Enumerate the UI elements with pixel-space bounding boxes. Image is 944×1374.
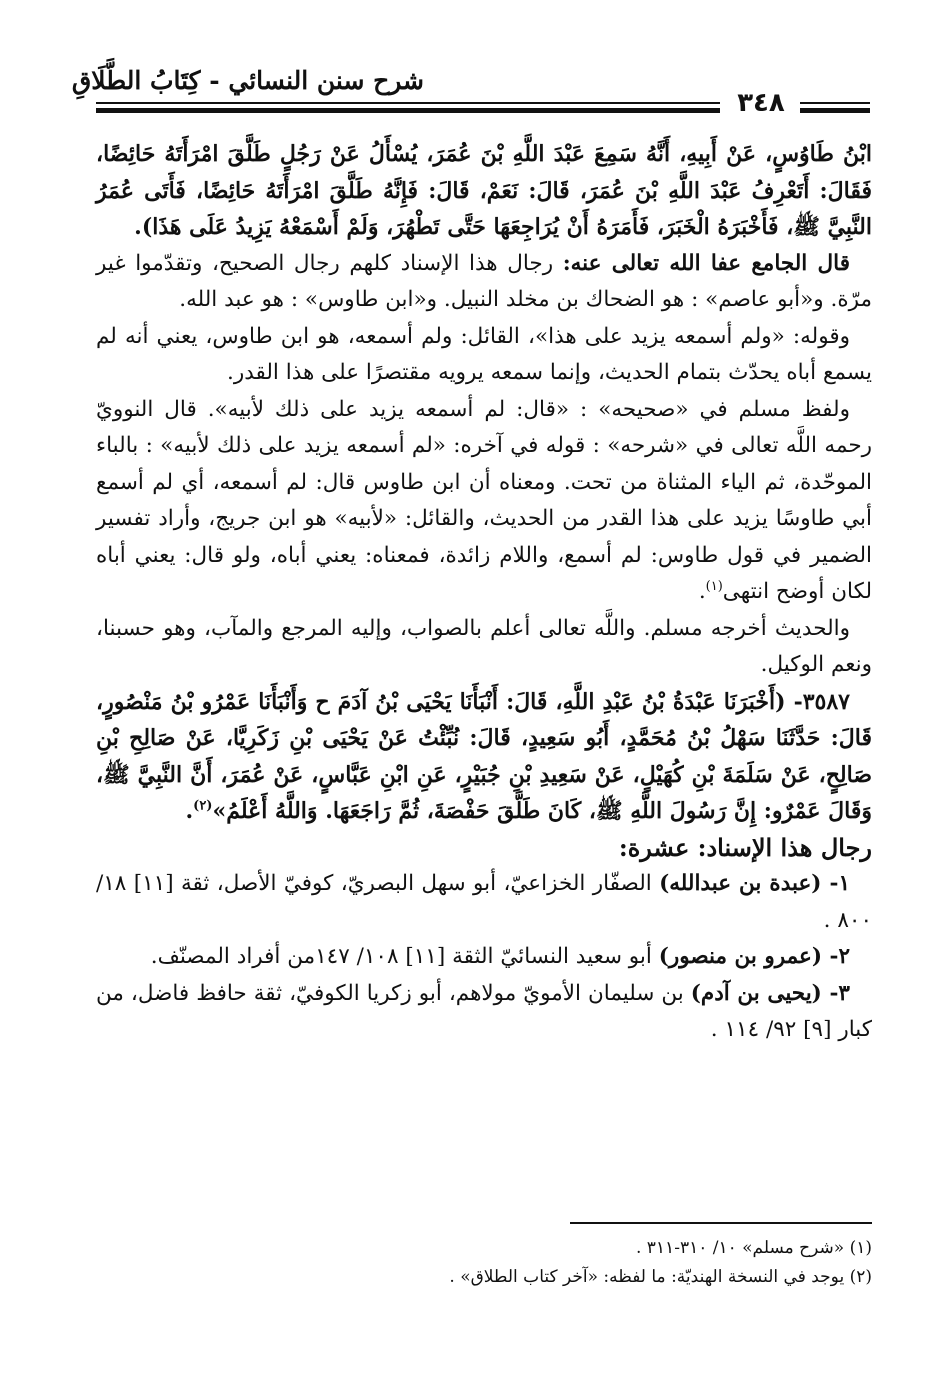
narrator-entry	[96, 866, 872, 939]
commentary-paragraph: وقوله: «ولم أسمعه يزيد على هذا»، القائل: ولم أسمعه، هو ابن طاوس، يعني أنه لم يسمع أباه يحدّث بتمام الحديث، وإنما سمعه يرويه مقتصرًا على هذا القدر.	[96, 323, 872, 385]
narrator-name: ١- (عبدة بن عبدالله)	[659, 871, 850, 896]
commentary-paragraph	[96, 392, 872, 611]
hadith-text-continuation: ابْنُ طَاوُسٍ، عَنْ أَبِيهِ، أَنَّهُ سَمِعَ عَبْدَ اللَّهِ بْنَ عُمَرَ، يُسْأَلُ عَنْ رَجُلٍ طَلَّقَ امْرَأَتَهُ حَائِضًا، فَقَالَ: أَتَعْرِفُ عَبْدَ اللَّهِ بْنَ عُمَرَ، قَالَ: نَعَمْ، قَالَ: فَإِنَّهُ طَلَّقَ امْرَأَتَهُ حَائِضًا، فَأَتَى عُمَرُ النَّبِيَّ ﷺ، فَأَخْبَرَهُ الْخَبَرَ، فَأَمَرَهُ أَنْ يُرَاجِعَهَا حَتَّى تَطْهُرَ، وَلَمْ أَسْمَعْهُ يَزِيدُ عَلَى هَذَا).	[96, 141, 872, 240]
narrator-name: ٢- (عمرو بن منصور)	[658, 944, 850, 969]
narrator-name: ٣- (يحيى بن آدم)	[690, 980, 850, 1006]
commentary-lead: قال الجامع عفا الله تعالى عنه:	[562, 250, 850, 276]
narrator-details: أبو سعيد النسائيّ الثقة [١١] ١٠٨/ ١٤٧من أفراد المصنّف.	[150, 944, 659, 969]
header-rule-thick	[96, 108, 720, 113]
running-header-title: شرح سنن النسائي - كِتَابُ الطَّلَاقِ	[71, 66, 424, 95]
hadith-text	[96, 684, 872, 830]
footnote-1: (١) «شرح مسلم» ١٠/ ٣١٠-٣١١ .	[635, 1238, 872, 1258]
sentence-end: .	[185, 798, 194, 824]
commentary-paragraph	[96, 246, 872, 319]
header-rule-right	[800, 102, 870, 104]
narrator-details: الصفّار الخزاعيّ، أبو سهل البصريّ، كوفيّ الأصل، ثقة [١١] ١٨/ ٨٠٠ .	[96, 871, 872, 933]
header-rule	[96, 102, 720, 104]
narrator-details: بن سليمان الأمويّ مولاهم، أبو زكريا الكوفيّ، ثقة حافظ فاضل، من كبار [٩] ٩٢/ ١١٤ .	[96, 980, 872, 1042]
commentary-text: ولفظ مسلم في «صحيحه» : «قال: لم أسمعه يزيد على ذلك لأبيه». قال النوويّ رحمه اللَّه تعالى في «شرحه» : قوله في آخره: «لم أسمعه يزيد على ذلك لأبيه» : بالباء الموحّدة، ثم الياء المثناة من تحت. ومعناه أن ابن طاوس قال: لم أسمعه، أي لم أسمع أبي طاوسًا يزيد على هذا القدر من الحديث، والقائل: «لأبيه» هو ابن جريج، وأراد تفسير الضمير في قول طاوس: لم أسمع، واللام زائدة، فمعناه: يعني أباه، ولو قال: يعني أباه لكان أوضح انتهى	[96, 396, 872, 604]
sentence-end: .	[698, 579, 706, 604]
main-text	[96, 136, 872, 1049]
commentary-paragraph: والحديث أخرجه مسلم. واللَّه تعالى أعلم بالصواب، وإليه المرجع والمآب، وهو حسبنا، ونعم الوكيل.	[96, 615, 872, 677]
commentary-text: رجال هذا الإسناد كلهم رجال الصحيح، وتقدّموا غير مرّة. و«أبو عاصم» : هو الضحاك بن مخلد النبيل. و«ابن طاوس» : هو عبد الله.	[96, 250, 872, 312]
footnotes	[96, 1234, 872, 1292]
section-heading: رجال هذا الإسناد: عشرة:	[618, 832, 872, 862]
narrator-entry	[96, 939, 872, 976]
footnote-separator	[570, 1222, 872, 1224]
page-number: ٣٤٨	[737, 88, 785, 118]
footnote-2: (٢) يوجد في النسخة الهنديّة: ما لفظه: «آخر كتاب الطلاق» .	[449, 1267, 872, 1287]
footnote-marker[interactable]: (١)	[705, 578, 723, 594]
hadith-body: ٣٥٨٧- (أَخْبَرَنَا عَبْدَةُ بْنُ عَبْدِ اللَّهِ، قَالَ: أَنْبَأَنَا يَحْيَى بْنُ آدَمَ ح وَأَنْبَأَنَا عَمْرُو بْنُ مَنْصُورٍ، قَالَ: حَدَّثَنَا سَهْلُ بْنُ مُحَمَّدٍ، أَبُو سَعِيدٍ، قَالَ: نُبِّئْتُ عَنْ يَحْيَى بْنِ زَكَرِيَّا، عَنْ صَالِحِ بْنِ صَالِحٍ، عَنْ سَلَمَةَ بْنِ كُهَيْلٍ، عَنْ سَعِيدِ بْنِ جُبَيْرٍ، عَنِ ابْنِ عَبَّاسٍ، عَنْ عُمَرَ، أَنَّ النَّبِيَّ ﷺ، وَقَالَ عَمْرٌو: إِنَّ رَسُولَ اللَّهِ ﷺ، كَانَ طَلَّقَ حَفْصَةَ، ثُمَّ رَاجَعَهَا. وَاللَّهُ أَعْلَمُ»	[96, 688, 872, 824]
footnote-marker[interactable]: (٢)	[193, 798, 213, 814]
narrator-entry	[96, 976, 872, 1049]
header-rule-right-thick	[800, 108, 870, 113]
